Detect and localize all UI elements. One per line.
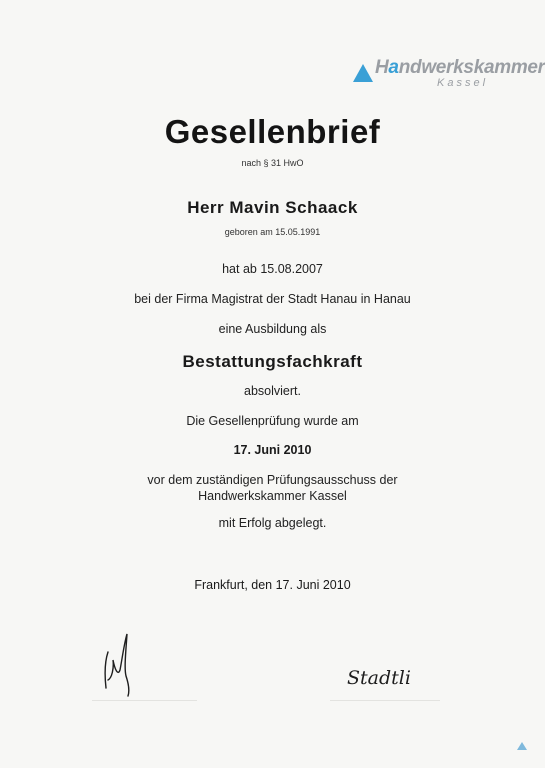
left-signature (100, 630, 140, 700)
exam-date: 17. Juni 2010 (233, 443, 312, 457)
birth-date: geboren am 15.05.1991 (224, 227, 321, 237)
left-signature-line (92, 700, 197, 701)
committee-line-1: vor dem zuständigen Prüfungsausschuss der (147, 473, 398, 487)
recipient-name: Herr Mavin Schaack (187, 198, 358, 217)
logo-wordmark: Handwerkskammer (375, 57, 545, 78)
handwerkskammer-logo (349, 52, 545, 100)
training-company: bei der Firma Magistrat der Stadt Hanau in Hanau (134, 292, 411, 306)
corner-triangle-icon (516, 741, 528, 751)
result-text: mit Erfolg abgelegt. (218, 516, 327, 530)
training-start: hat ab 15.08.2007 (222, 262, 323, 276)
right-signature-text: Stadtli (347, 667, 411, 689)
logo-word-rest: ndwerkskammer (398, 57, 545, 78)
committee-line-2: Handwerkskammer Kassel (198, 489, 347, 503)
completed-text: absolviert. (244, 384, 301, 398)
logo-subtitle: Kassel (437, 77, 489, 89)
legal-paragraph: nach § 31 HwO (241, 158, 304, 168)
exam-intro: Die Gesellenprüfung wurde am (186, 414, 359, 428)
profession-title: Bestattungsfachkraft (182, 352, 363, 371)
logo-initial: H (375, 57, 389, 78)
place-and-date: Frankfurt, den 17. Juni 2010 (194, 578, 351, 592)
certificate-title: Gesellenbrief (164, 113, 381, 150)
right-signature-line (330, 700, 440, 701)
right-signature (345, 662, 435, 692)
training-intro: eine Ausbildung als (218, 322, 327, 336)
